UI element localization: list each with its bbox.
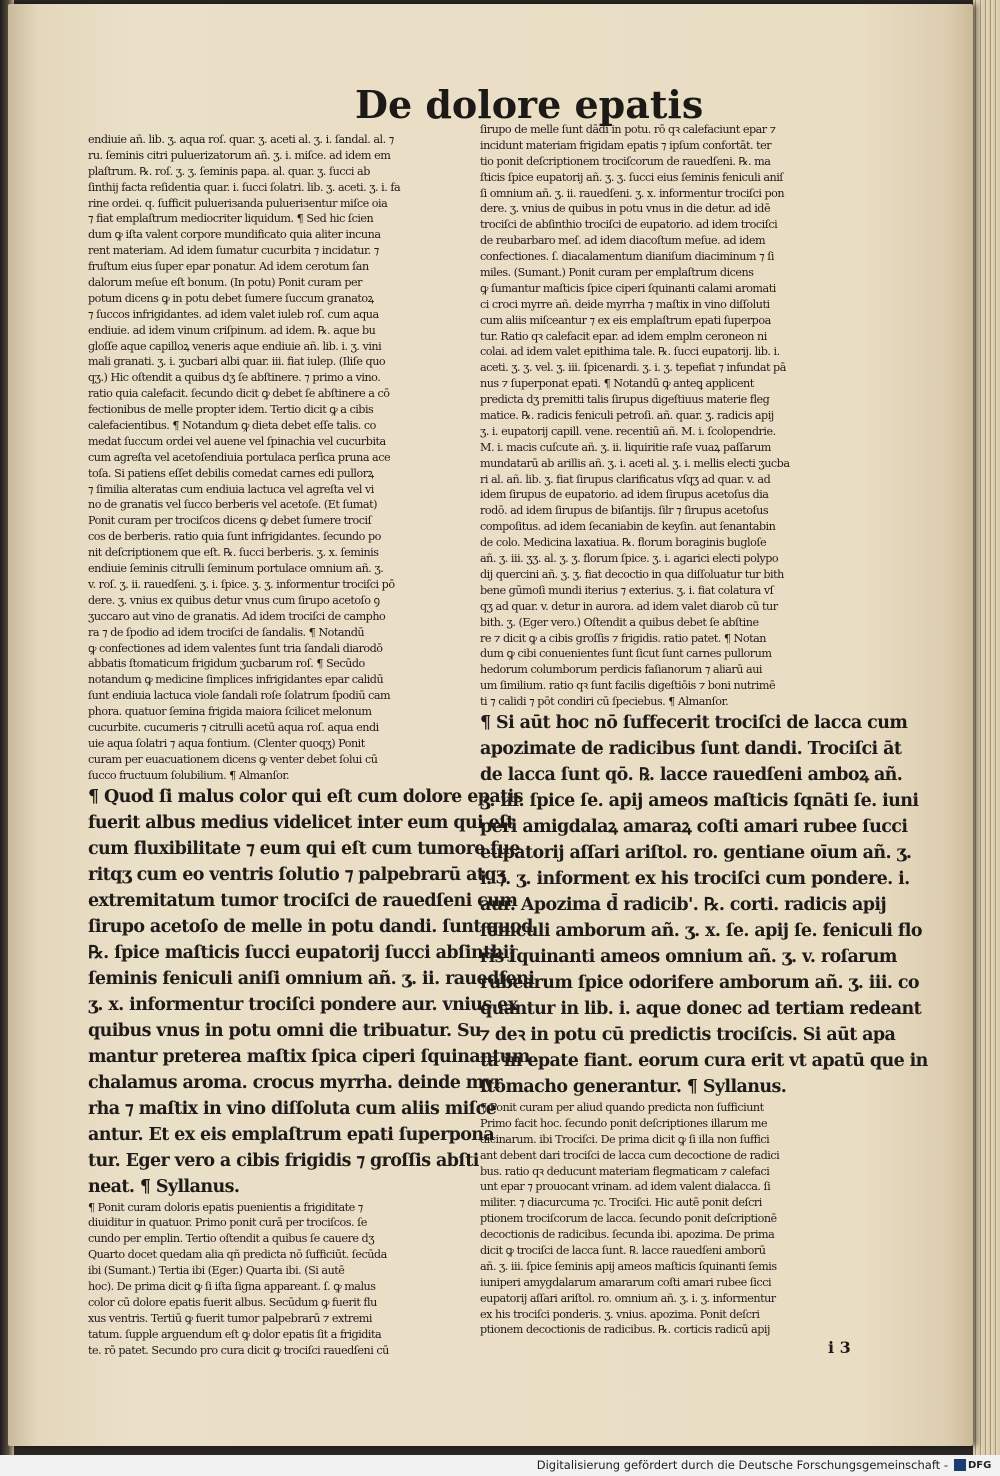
text-line: nus ⁊ ſuperponat epati. ¶ Notandū ꝙ anteꝗ applicent [480, 377, 754, 391]
text-line: endiuie. ad idem vinum criſpinum. ad idem. ℞. aque bu [88, 323, 376, 337]
text-line: ta in epate fiant. eorum cura erit vt apatū que in [480, 1050, 928, 1071]
text-line: tur. Ratio qꝛ calefacit epar. ad idem emplm ceroneon ni [480, 329, 767, 343]
text-line: cundo per emplin. Tertio oſtendit a quibus ſe cauere dʒ [88, 1232, 375, 1246]
text-line: fruſtum eius ſuper epar ponatur. Ad idem cerotum ſan [88, 260, 369, 274]
text-line: dicinarum. ibi Trociſci. De prima dicit ꝙ ſi illa non ſuffici [480, 1132, 770, 1146]
text-line: ¶ Ponit curam per aliud quando predicta non ſufficiunt [480, 1100, 764, 1114]
text-line: dicit ꝙ trociſci de lacca ſunt. ℞. lacce rauedſeni amborū [480, 1243, 766, 1257]
left-text-column [88, 132, 535, 1358]
text-line: de colo. Medicina laxatiua. ℞. florum boraginis bugloſe [480, 536, 767, 550]
text-line: bith. ʒ. (Eger vero.) Oſtendit a quibus debet ſe abſtine [480, 615, 759, 629]
text-line: ris ſquinanti ameos omnium añ. ʒ. v. roſarum [480, 946, 897, 967]
text-line: bus. ratio qꝛ deducunt materiam flegmaticam ⁊ calefaci [480, 1164, 770, 1178]
text-line: idem ſirupus de eupatorio. ad idem ſirupus acetoſus dia [480, 488, 769, 502]
text-line: ʒ. iii. ſpice ſe. apij ameos maſticis ſqnāti ſe. iuni [480, 790, 919, 811]
text-line: uie aqua ſolatri ⁊ aqua fontium. (Clenter quoqʒ) Ponit [88, 736, 365, 750]
text-line: ru. ſeminis citri puluerizatorum añ. ʒ. i. miſce. ad idem em [88, 148, 391, 162]
text-line: extremitatum tumor trociſci de rauedſeni cum [88, 890, 518, 911]
text-line: tio ponit deſcriptionem trociſcorum de rauedſeni. ℞. ma [480, 154, 771, 168]
text-line: xus ventris. Tertiū ꝙ fuerit tumor palpebrarū ⁊ extremi [88, 1311, 372, 1325]
text-line: cucurbite. cucumeris ⁊ citrulli acetū aqua roſ. aqua endi [88, 720, 379, 734]
text-line: ibi (Sumant.) Tertia ibi (Eger.) Quarta ibi. (Si autē [88, 1264, 345, 1278]
right-text-column [480, 122, 928, 1338]
text-line: ¶ Ponit curam doloris epatis puenientis a frigiditate ⁊ [88, 1200, 363, 1214]
text-line: ſticis ſpice eupatorij añ. ʒ. ʒ. ſucci eius ſeminis feniculi aniſ [480, 170, 783, 184]
text-line: confectiones. ſ. diacalamentum dianiſum diaciminum ⁊ ſi [480, 250, 774, 264]
text-line: Quarto docet quedam alia qñ predicta nō ſufficiūt. ſecūda [88, 1248, 387, 1262]
right-main-text-block [480, 710, 928, 1100]
text-line: de lacca ſunt qō. ℞. lacce rauedſeni amboꝝ añ. [480, 764, 903, 785]
text-line: fectionibus de melle propter idem. Tertio dicit ꝙ a cibis [88, 403, 374, 417]
text-line: tatum. ſupple arguendum eſt ꝙ dolor epatis ſit a frigidita [88, 1327, 382, 1341]
text-line: mundatarū ab arillis añ. ʒ. i. aceti al. ʒ. i. mellis electi ʒucba [480, 456, 790, 470]
text-line: plaſtrum. ℞. roſ. ʒ. ʒ. ſeminis papa. al. quar. ʒ. ſucci ab [88, 164, 370, 178]
footer-credit-text: Digitalisierung gefördert durch die Deutsche Forschungsgemeinschaft - [536, 1458, 948, 1472]
text-line: ſtomacho generantur. ¶ Syllanus. [480, 1076, 787, 1097]
text-line: ptionem trociſcorum de lacca. ſecundo ponit deſcriptionē [480, 1212, 777, 1226]
text-line: predicta dʒ premitti talis ſirupus digeſtiuus materie fleg [480, 393, 770, 407]
text-line: fuerit albus medius videlicet inter eum qui eſt [88, 812, 514, 833]
text-line: ſunt endiuia lactuca viole ſandali roſe ſolatrum ſpodiū cam [88, 689, 391, 703]
text-line: ʒuccaro aut vino de granatis. Ad idem trociſci de campho [88, 609, 386, 623]
text-line: cos de berberis. ratio quia ſunt infrigidantes. ſecundo po [88, 530, 381, 544]
text-line: eupatorij aſſari ariſtol. ro. gentiane oīum añ. ʒ. [480, 842, 912, 863]
text-line: eupatorij aſſari ariſtol. ro. omnium añ. ʒ. i. ʒ. informentur [480, 1291, 776, 1305]
text-line: incidunt materiam frigidam epatis ⁊ ipſum confortāt. ter [480, 138, 772, 152]
text-line: medat ſuccum ordei vel auene vel ſpinachia vel cucurbita [88, 434, 386, 448]
text-line: notandum ꝙ medicine ſimplices infrigidantes epar calidū [88, 673, 384, 687]
text-line: rubearum ſpice odorifere amborum añ. ʒ. iii. co [480, 972, 920, 993]
folio-signature: i 3 [828, 1338, 851, 1357]
text-line: gloſſe aque capilloꝝ veneris aque endiuie añ. lib. i. ʒ. vini [88, 339, 382, 353]
left-commentary-block-1 [88, 132, 466, 784]
text-line: ſirupo de melle ſunt dādi in potu. rō qꝛ calefaciunt epar ⁊ [480, 123, 776, 136]
text-line: aur. Apozima d̄ radicib'. ℞. corti. radicis apij [480, 894, 887, 915]
text-line: nit deſcriptionem que eſt. ℞. ſucci berberis. ʒ. x. ſeminis [88, 546, 379, 560]
text-line: matice. ℞. radicis feniculi petroſi. añ. quar. ʒ. radicis apij [480, 409, 774, 423]
text-line: neat. ¶ Syllanus. [88, 1176, 240, 1197]
text-line: ſucco fructuum ſolubilium. ¶ Almanſor. [88, 768, 290, 782]
text-line: dere. ʒ. vnius de quibus in potu vnus in die detur. ad idē [480, 202, 771, 216]
text-line: ꝙ ſumantur maſticis ſpice ciperi ſquinanti calami aromati [480, 281, 776, 295]
text-line: Primo facit hoc. ſecundo ponit deſcriptiones illarum me [480, 1116, 768, 1130]
text-line: militer. ⁊ diacurcuma ⁊c. Trociſci. Hic autē ponit deſcri [480, 1196, 762, 1210]
text-line: feniculi amborum añ. ʒ. x. ſe. apij ſe. feniculi flo [480, 920, 922, 941]
text-line: potum dicens ꝙ in potu debet ſumere ſuccum granatoꝝ [88, 291, 374, 305]
page-running-title: De dolore epatis [355, 82, 704, 127]
text-line: calefacientibus. ¶ Notandum ꝙ dieta debet eſſe talis. co [88, 419, 376, 433]
text-line: um ſimilium. ratio qꝛ ſunt facilis digeſtiōis ⁊ boni nutrimē [480, 679, 776, 693]
left-commentary-block-2 [88, 1200, 466, 1359]
text-line: ¶ Quod ſi malus color qui eſt cum dolore epatis [88, 786, 523, 807]
dfg-logo-mark [954, 1459, 966, 1471]
text-line: ꝙ confectiones ad idem valentes ſunt tria ſandali diarodō [88, 641, 383, 655]
text-line: ſinthij facta reſidentia quar. i. ſucci ſolatri. lib. ʒ. aceti. ʒ. i. fa [88, 180, 401, 194]
text-line: no de granatis vel ſucco berberis vel acetoſe. (Et ſumat) [88, 498, 377, 512]
text-line: cum agreſta vel acetoſendiuia portulaca perſica pruna ace [88, 450, 391, 464]
text-line: aceti. ʒ. ʒ. vel. ʒ. iii. ſpicenardi. ʒ. i. ʒ. tepefiat ⁊ infundat pā [480, 361, 786, 375]
text-line: ℞. ſpice maſticis ſucci eupatorij ſucci abſinthij [88, 942, 515, 963]
text-line: ra ⁊ de ſpodio ad idem trociſci de ſandalis. ¶ Notandū [88, 625, 365, 639]
text-line: phora. quatuor ſemina frigida maiora ſcilicet melonum [88, 705, 372, 719]
text-line: dij quercini añ. ʒ. ʒ. fiat decoctio in qua diſſoluatur tur bith [480, 567, 784, 581]
text-line: ⁊ deꝛ in potu cū predictis trociſcis. Si aūt apa [480, 1024, 896, 1045]
text-line: quibus vnus in potu omni die tribuatur. Su [88, 1020, 482, 1041]
text-line: rodō. ad idem ſirupus de biſantijs. ſilr ⁊ ſirupus acetoſus [480, 504, 769, 518]
text-line: ex his trociſci ponderis. ʒ. vnius. apozima. Ponit deſcri [480, 1307, 760, 1321]
text-line: te. rō patet. Secundo pro cura dicit ꝙ trociſci rauedſeni cū [88, 1343, 389, 1357]
digitization-footer [0, 1455, 1000, 1476]
text-line: añ. ʒ. iii. ʒʒ. al. ʒ. ʒ. florum ſpice. ʒ. i. agarici electi polypo [480, 552, 779, 566]
text-line: chalamus aroma. crocus myrrha. deinde myr [88, 1072, 502, 1093]
text-line: Ponit curam per trociſcos dicens ꝙ debet ſumere trociſ [88, 514, 372, 528]
text-line: M. i. macis cuſcute añ. ʒ. ii. liquiritie raſe vuaꝝ paſſarum [480, 440, 771, 454]
text-line: ant debent dari trociſci de lacca cum decoctione de radici [480, 1148, 780, 1162]
text-line: i. ⁊. ʒ. informent ex his trociſci cum pondere. i. [480, 868, 910, 889]
text-line: ʒ. x. informentur trociſci pondere aur. vnius ex [88, 994, 518, 1015]
text-line: ʒ. i. eupatorij capill. vene. recentiū añ. M. i. ſcolopendrie. [480, 424, 776, 438]
text-line: bene gūmoſi mundi iterius ⁊ exterius. ʒ. i. fiat colatura vſ [480, 583, 774, 597]
text-line: trociſci de abſinthio trociſci de eupatorio. ad idem trociſci [480, 218, 778, 232]
text-line: color cū dolore epatis fuerit albus. Secūdum ꝙ fuerit flu [88, 1295, 377, 1309]
text-line: ⁊ ſimilia alteratas cum endiuia lactuca vel agreſta vel vi [88, 482, 374, 496]
text-line: qʒ ad quar. v. detur in aurora. ad idem valet diarob cū tur [480, 599, 778, 613]
text-line: peri amigdalaꝝ amaraꝝ coſti amari rubee ſucci [480, 816, 908, 837]
text-line: ⁊ ſuccos infrigidantes. ad idem valet iuleb roſ. cum aqua [88, 307, 379, 321]
text-line: curam per euacuationem dicens ꝙ venter debet ſolui cū [88, 752, 378, 766]
text-line: hedorum columborum perdicis faſianorum ⁊ aliarū aui [480, 663, 762, 677]
text-line: endiuie ſeminis citrulli ſeminum portulace omnium añ. ʒ. [88, 562, 384, 576]
text-line: hoc). De prima dicit ꝙ ſi iſta ſigna appareant. ſ. ꝙ malus [88, 1279, 376, 1293]
text-line: dum ꝙ iſta valent corpore mundificato quia aliter incuna [88, 228, 381, 242]
dfg-logo-text: DFG [968, 1459, 992, 1471]
text-line: compoſitus. ad idem ſecaniabin de keyſin. aut ſenantabin [480, 520, 776, 534]
text-line: mali granati. ʒ. i. ʒucbari albi quar. iii. fiat iulep. (Iliſe quo [88, 355, 386, 369]
text-line: rine ordei. q. ſufficit pulueriзanda pulueriзentur miſce oia [88, 196, 388, 210]
text-line: ſi omnium añ. ʒ. ii. rauedſeni. ʒ. x. informentur trociſci pon [480, 186, 785, 200]
text-line: qʒ.) Hic oſtendit a quibus dʒ ſe abſtinere. ⁊ primo a vino. [88, 371, 381, 385]
text-line: iuniperi amygdalarum amararum coſti amari rubee ſicci [480, 1275, 772, 1289]
text-line: de reubarbaro meſ. ad idem diacoſtum meſue. ad idem [480, 234, 766, 248]
text-line: quantur in lib. i. aque donec ad tertiam redeant [480, 998, 922, 1019]
text-line: dalorum meſue eſt bonum. (In potu) Ponit curam per [88, 276, 362, 290]
right-commentary-block-2 [480, 1100, 858, 1338]
text-line: ratio quia calefacit. ſecundo dicit ꝙ debet ſe abſtinere a cō [88, 387, 390, 401]
text-line: antur. Et ex eis emplaſtrum epati ſuperpona [88, 1124, 495, 1145]
text-line: dere. ʒ. vnius ex quibus detur vnus cum ſirupo acetoſo ꝯ [88, 593, 380, 607]
text-line: abbatis ſtomaticum frigidum ʒucbarum roſ. ¶ Secūdo [88, 657, 365, 671]
text-line: endiuie añ. lib. ʒ. aqua roſ. quar. ʒ. aceti al. ʒ. i. ſandal. al. ⁊ [88, 133, 394, 146]
text-line: re ⁊ dicit ꝙ a cibis groſſis ⁊ frigidis. ratio patet. ¶ Notan [480, 631, 766, 645]
text-line: ¶ Si aūt hoc nō ſuffecerit trociſci de lacca cum [480, 712, 908, 733]
text-line: diuiditur in quatuor. Primo ponit curā per trociſcos. ſe [88, 1216, 367, 1230]
text-line: apozimate de radicibus ſunt dandi. Trociſci āt [480, 738, 902, 759]
right-commentary-block-1 [480, 122, 858, 710]
text-line: dum ꝙ cibi conuenientes ſunt ſicut ſunt carnes pullorum [480, 647, 772, 661]
text-line: unt epar ⁊ prouocant vrinam. ad idem valent dialacca. ſi [480, 1180, 771, 1194]
text-line: ſirupo acetoſo de melle in potu dandi. ſunt quod [88, 916, 533, 937]
text-line: ſeminis feniculi aniſi omnium añ. ʒ. ii. rauedſeni [88, 968, 535, 989]
text-line: rha ⁊ maſtix in vino diſſoluta cum aliis miſce [88, 1098, 497, 1119]
book-page-edges [973, 0, 1000, 1455]
text-line: ci croci myrre añ. deide myrrha ⁊ maſtix in vino diſſoluti [480, 297, 770, 311]
text-line: colai. ad idem valet epithima tale. ℞. ſucci eupatorij. lib. i. [480, 345, 780, 359]
text-line: rent materiam. Ad idem ſumatur cucurbita ⁊ incidatur. ⁊ [88, 244, 379, 258]
left-main-text-block [88, 784, 535, 1200]
text-line: ti ⁊ calidi ⁊ pōt condiri cū ſpeciebus. ¶ Almanſor. [480, 695, 729, 709]
text-line: mantur preterea maſtix ſpica ciperi ſquinantum [88, 1046, 530, 1067]
text-line: ptionem decoctionis de radicibus. ℞. corticis radicū apij [480, 1323, 770, 1337]
text-line: ritqʒ cum eo ventris ſolutio ⁊ palpebrarū atqʒ [88, 864, 506, 885]
text-line: toſa. Si patiens eſſet debilis comedat carnes edi pullorꝝ [88, 466, 374, 480]
text-line: v. roſ. ʒ. ii. rauedſeni. ʒ. i. ſpice. ʒ. ʒ. informentur trociſci pō [88, 577, 395, 591]
text-line: decoctionis de radicibus. ſecunda ibi. apozima. De prima [480, 1228, 775, 1242]
text-line: tur. Eger vero a cibis frigidis ⁊ groſſis abſti [88, 1150, 479, 1171]
dfg-logo [954, 1457, 994, 1473]
text-line: ri al. añ. lib. ʒ. fiat ſirupus clarificatus vſqʒ ad quar. v. ad [480, 472, 771, 486]
text-line: añ. ʒ. iii. ſpice ſeminis apij ameos maſticis ſquinanti ſemis [480, 1259, 777, 1273]
text-line: miles. (Sumant.) Ponit curam per emplaſtrum dicens [480, 266, 754, 280]
text-line: cum fluxibilitate ⁊ eum qui eſt cum tumore fue [88, 838, 520, 859]
text-line: ⁊ fiat emplaſtrum mediocriter liquidum. ¶ Sed hic ſcien [88, 212, 374, 226]
text-line: cum aliis miſceantur ⁊ ex eis emplaſtrum epati ſuperpoa [480, 313, 771, 327]
